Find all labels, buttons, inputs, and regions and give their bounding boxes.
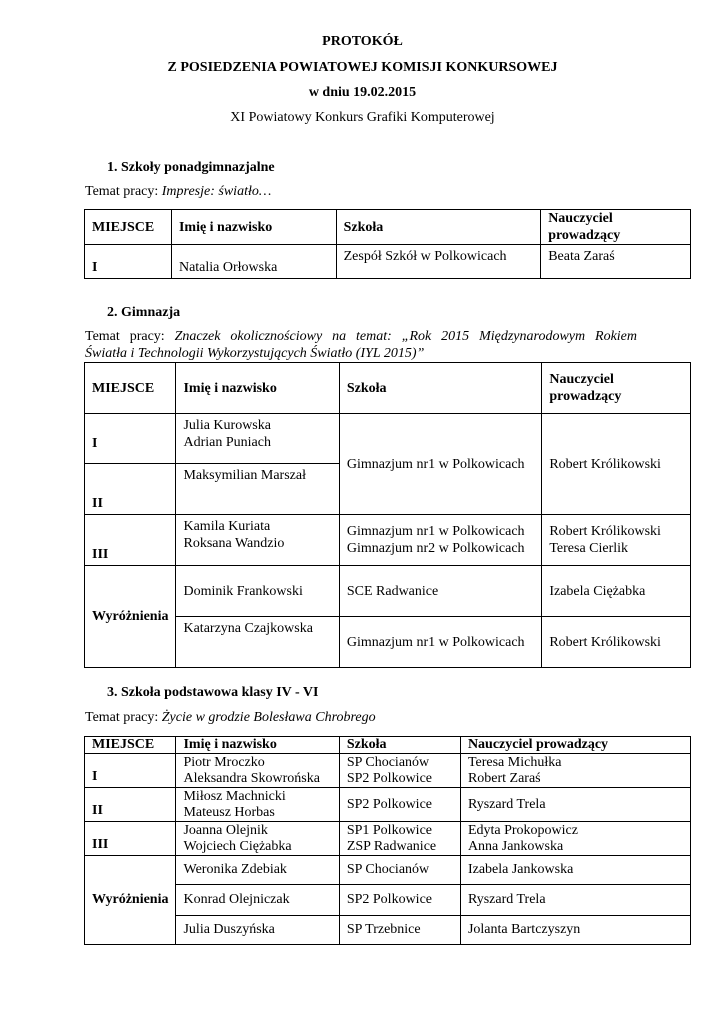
section3-topic: [85, 710, 376, 726]
school-cell: SP Trzebnice: [339, 916, 460, 945]
teacher-cell: Izabela Ciężabka: [542, 566, 691, 617]
teacher-cell: Robert Królikowski: [542, 617, 691, 668]
school-cell: Gimnazjum nr1 w Polkowicach Gimnazjum nr2 w Polkowicach: [339, 515, 541, 566]
col-name-header: Imię i nazwisko: [176, 737, 339, 754]
section1-table: [84, 209, 691, 279]
document-subtitle: Z POSIEDZENIA POWIATOWEJ KOMISJI KONKURSOWEJ: [167, 60, 558, 75]
place-cell: Wyróżnienia: [85, 566, 176, 668]
table-row: [85, 856, 691, 885]
name-cell: Konrad Olejniczak: [176, 885, 339, 916]
col-teacher-header: Nauczyciel prowadzący: [541, 210, 691, 245]
col-school-header: Szkoła: [339, 737, 460, 754]
teacher-cell: Ryszard Trela: [460, 885, 690, 916]
teacher-cell: Robert Królikowski Teresa Cierlik: [542, 515, 691, 566]
table-header-row: [85, 210, 691, 245]
col-school-header: Szkoła: [336, 210, 541, 245]
section2-topic-line2: Światła i Technologii Wykorzystujących Światło (IYL 2015)”: [85, 346, 425, 361]
col-name-header: Imię i nazwisko: [171, 210, 336, 245]
col-teacher-header: Nauczyciel prowadzący: [542, 363, 691, 414]
section1-heading: 1. Szkoły ponadgimnazjalne: [107, 160, 275, 175]
name-cell: Katarzyna Czajkowska: [176, 617, 339, 668]
school-cell: Zespół Szkół w Polkowicach: [336, 245, 541, 279]
topic-prefix: Temat pracy:: [85, 710, 162, 725]
table-row: [85, 754, 691, 788]
name-cell: Maksymilian Marszał: [176, 464, 339, 515]
school-cell: SP2 Polkowice: [339, 885, 460, 916]
document-title: PROTOKÓŁ: [322, 34, 403, 49]
teacher-cell: Ryszard Trela: [460, 788, 690, 822]
school-cell: Gimnazjum nr1 w Polkowicach: [339, 414, 541, 515]
table-row: [85, 617, 691, 668]
section2-topic-line1: [85, 329, 637, 345]
place-cell: Wyróżnienia: [85, 856, 176, 945]
teacher-cell: Beata Zaraś: [541, 245, 691, 279]
table-header-row: [85, 737, 691, 754]
section1-topic: [85, 184, 271, 200]
teacher-cell: Edyta Prokopowicz Anna Jankowska: [460, 822, 690, 856]
table-row: [85, 414, 691, 464]
name-cell: Julia Duszyńska: [176, 916, 339, 945]
section2-table: [84, 362, 691, 668]
name-cell: Piotr Mroczko Aleksandra Skowrońska: [176, 754, 339, 788]
name-cell: Dominik Frankowski: [176, 566, 339, 617]
table-row: [85, 916, 691, 945]
school-cell: SP2 Polkowice: [339, 788, 460, 822]
table-header-row: [85, 363, 691, 414]
topic-prefix: Temat pracy:: [85, 184, 162, 199]
place-cell: I: [85, 754, 176, 788]
topic-text: Impresje: światło…: [161, 184, 272, 199]
place-cell: II: [85, 464, 176, 515]
col-teacher-header: Nauczyciel prowadzący: [460, 737, 690, 754]
col-school-header: Szkoła: [339, 363, 541, 414]
school-cell: SCE Radwanice: [339, 566, 541, 617]
name-cell: Joanna Olejnik Wojciech Ciężabka: [176, 822, 339, 856]
section3-table: [84, 736, 691, 945]
name-cell: Weronika Zdebiak: [176, 856, 339, 885]
name-cell: Julia Kurowska Adrian Puniach: [176, 414, 339, 464]
topic-prefix: Temat pracy:: [85, 329, 175, 344]
col-place-header: MIEJSCE: [85, 210, 172, 245]
teacher-cell: Teresa Michułka Robert Zaraś: [460, 754, 690, 788]
school-cell: SP Chocianów SP2 Polkowice: [339, 754, 460, 788]
name-cell: Kamila Kuriata Roksana Wandzio: [176, 515, 339, 566]
table-row: [85, 788, 691, 822]
school-cell: SP1 Polkowice ZSP Radwanice: [339, 822, 460, 856]
section2-heading: 2. Gimnazja: [107, 305, 181, 320]
topic-text: Znaczek okolicznościowy na temat: „Rok 2015 Międzynarodowym Rokiem: [174, 329, 638, 344]
table-row: [85, 885, 691, 916]
document-date: w dniu 19.02.2015: [308, 85, 417, 100]
name-cell: Natalia Orłowska: [171, 245, 336, 279]
name-cell: Miłosz Machnicki Mateusz Horbas: [176, 788, 339, 822]
teacher-cell: Robert Królikowski: [542, 414, 691, 515]
contest-name: XI Powiatowy Konkurs Grafiki Komputerowej: [230, 110, 495, 125]
teacher-cell: Jolanta Bartczyszyn: [460, 916, 690, 945]
place-cell: II: [85, 788, 176, 822]
table-row: [85, 566, 691, 617]
school-cell: SP Chocianów: [339, 856, 460, 885]
place-cell: III: [85, 515, 176, 566]
col-place-header: MIEJSCE: [85, 737, 176, 754]
col-name-header: Imię i nazwisko: [176, 363, 339, 414]
col-place-header: MIEJSCE: [85, 363, 176, 414]
table-row: [85, 515, 691, 566]
table-row: [85, 245, 691, 279]
section3-heading: 3. Szkoła podstawowa klasy IV - VI: [107, 685, 319, 700]
place-cell: I: [85, 414, 176, 464]
teacher-cell: Izabela Jankowska: [460, 856, 690, 885]
place-cell: I: [85, 245, 172, 279]
table-row: [85, 822, 691, 856]
place-cell: III: [85, 822, 176, 856]
school-cell: Gimnazjum nr1 w Polkowicach: [339, 617, 541, 668]
topic-text: Życie w grodzie Bolesława Chrobrego: [161, 710, 376, 725]
